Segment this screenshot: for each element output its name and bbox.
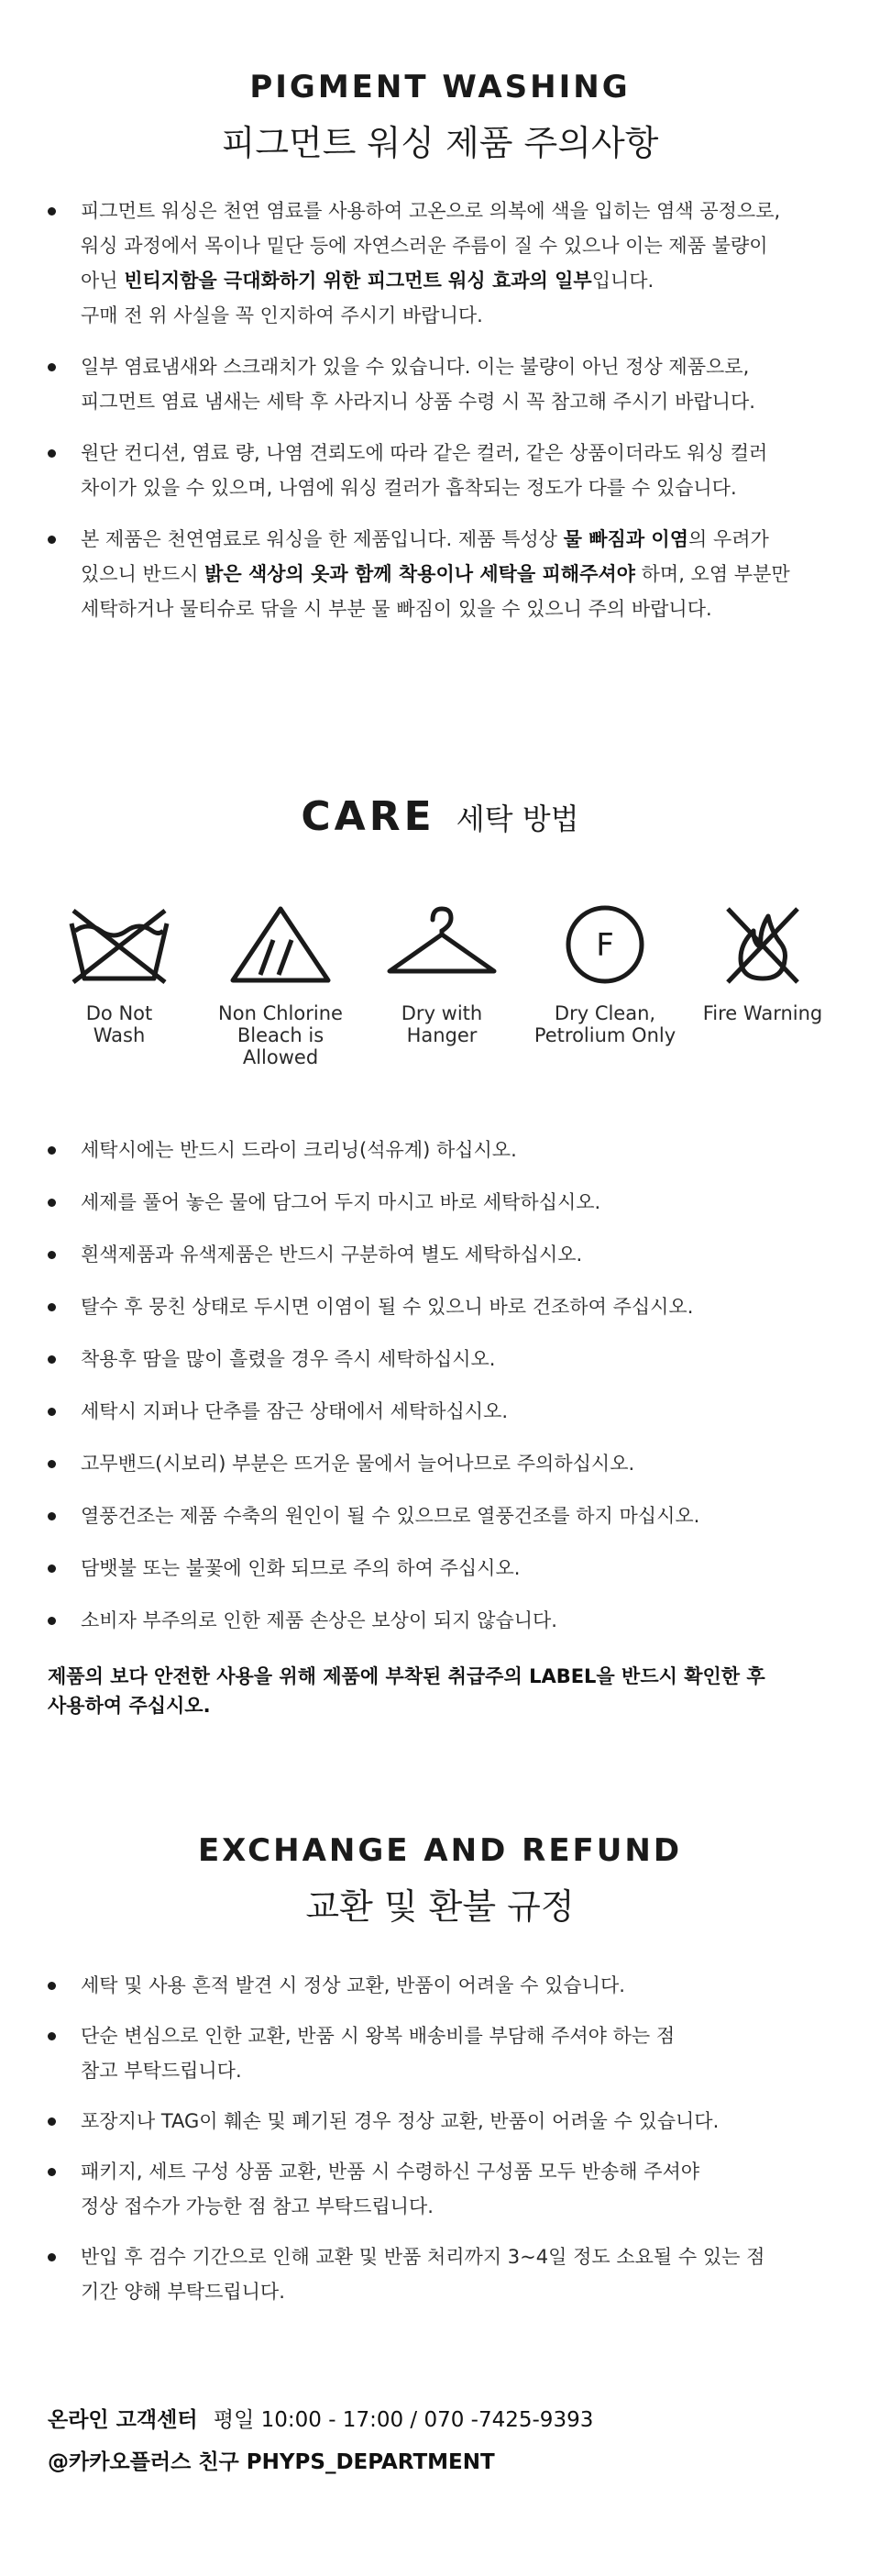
exchange-item-3-l1: 포장지나 TAG이 훼손 및 폐기된 경우 정상 교환, 반품이 어려울 수 있습니다. — [81, 2110, 720, 2132]
care-notice-l1: 제품의 보다 안전한 사용을 위해 제품에 부착된 취급주의 LABEL을 반드시 확인한 후 — [48, 1665, 765, 1687]
care-notice — [48, 1662, 854, 1720]
pigment-title-ko: 피그먼트 워싱 제품 주의사항 — [221, 123, 659, 163]
dry-clean-letter: F — [596, 927, 614, 964]
list-item: 탈수 후 뭉친 상태로 두시면 이염이 될 수 있으니 바로 건조하여 주십시오. — [48, 1289, 854, 1324]
exchange-item-4-l2: 정상 접수가 가능한 점 참고 부탁드립니다. — [81, 2195, 434, 2217]
pigment-item-1-l3c: 입니다. — [591, 270, 654, 292]
list-item: 흰색제품과 유색제품은 반드시 구분하여 별도 세탁하십시오. — [48, 1237, 854, 1272]
exchange-item-4-l1: 패키지, 세트 구성 상품 교환, 반품 시 수령하신 구성품 모두 반송해 주셔야 — [81, 2161, 700, 2183]
exchange-item-2-l1: 단순 변심으로 인한 교환, 반품 시 왕복 배송비를 부담해 주셔야 하는 점 — [81, 2025, 676, 2047]
exchange-title-en: EXCHANGE AND REFUND — [197, 1832, 683, 1869]
care-title-en: CARE — [301, 793, 435, 840]
pigment-item-1-l3-bold: 빈티지함을 극대화하기 위한 피그먼트 워싱 효과의 일부 — [124, 270, 592, 292]
pigment-item-1-l1: 피그먼트 워싱은 천연 염료를 사용하여 고온으로 의복에 색을 입히는 염색 공정으로, — [81, 200, 781, 222]
exchange-list — [48, 1968, 854, 2309]
fire-warning-label — [680, 1002, 845, 1024]
non-chlorine-bleach-label — [198, 1002, 363, 1068]
list-item: 착용후 땀을 많이 흘렸을 경우 즉시 세탁하십시오. — [48, 1342, 854, 1376]
pigment-title-en: PIGMENT WASHING — [249, 69, 631, 105]
list-item — [48, 349, 854, 419]
care-icon-item — [37, 903, 202, 1046]
dry-clean-icon — [550, 903, 660, 986]
contact-center-label: 온라인 고객센터 — [48, 2408, 198, 2432]
contact-hours: 평일 10:00 - 17:00 / 070 -7425-9393 — [213, 2408, 594, 2432]
icon-label-line: Allowed — [242, 1046, 319, 1068]
pigment-item-4-l3: 세탁하거나 물티슈로 닦을 시 부분 물 빠짐이 있을 수 있으니 주의 바랍니다. — [81, 598, 712, 620]
icon-label-line: Bleach is — [236, 1024, 324, 1046]
hanger-label — [359, 1002, 524, 1046]
exchange-item-1-l1: 세탁 및 사용 흔적 발견 시 정상 교환, 반품이 어려울 수 있습니다. — [81, 1974, 625, 1996]
pigment-item-4-l2-bold: 밝은 색상의 옷과 함께 착용이나 세탁을 피해주셔야 — [204, 563, 635, 585]
dry-clean-label — [522, 1002, 688, 1046]
care-list — [48, 1133, 854, 1638]
kakao-friend: @카카오플러스 친구 PHYPS_DEPARTMENT — [48, 2450, 495, 2474]
contact-block — [48, 2399, 854, 2483]
icon-label-line: Dry Clean, — [554, 1002, 656, 1024]
exchange-item-5-l1: 반입 후 검수 기간으로 인해 교환 및 반품 처리까지 3~4일 정도 소요될 수 있는 점 — [81, 2246, 765, 2268]
pigment-item-1-l4: 구매 전 위 사실을 꼭 인지하여 주시기 바랍니다. — [81, 304, 483, 326]
care-heading — [0, 793, 880, 848]
list-item — [48, 193, 854, 333]
list-item: 고무밴드(시보리) 부분은 뜨거운 물에서 늘어나므로 주의하십시오. — [48, 1446, 854, 1481]
care-icon-item — [359, 903, 524, 1046]
icon-label-line: Non Chlorine — [218, 1002, 343, 1024]
pigment-list — [48, 193, 854, 626]
list-item — [48, 522, 854, 626]
pigment-item-1-l2: 워싱 과정에서 목이나 밑단 등에 자연스러운 주름이 질 수 있으나 이는 제품 불량이 — [81, 235, 768, 257]
care-icons — [37, 903, 843, 1087]
list-item: 열풍건조는 제품 수축의 원인이 될 수 있으므로 열풍건조를 하지 마십시오. — [48, 1498, 854, 1533]
pigment-item-1-l3a: 아닌 — [81, 270, 125, 292]
icon-label-line: Hanger — [406, 1024, 478, 1046]
do-not-wash-icon — [64, 903, 174, 986]
list-item — [48, 2154, 854, 2224]
pigment-item-4-l1a: 본 제품은 천연염료로 워싱을 한 제품입니다. 제품 특성상 — [81, 528, 564, 550]
care-icon-item — [198, 903, 363, 1068]
pigment-item-3-l1: 원단 컨디션, 염료 량, 나염 견뢰도에 따라 같은 컬러, 같은 상품이더라도 워싱 컬러 — [81, 442, 768, 464]
list-item: 세탁시 지퍼나 단추를 잠근 상태에서 세탁하십시오. — [48, 1394, 854, 1429]
list-item: 소비자 부주의로 인한 제품 손상은 보상이 되지 않습니다. — [48, 1603, 854, 1638]
hanger-icon — [382, 903, 501, 986]
list-item — [48, 2239, 854, 2309]
list-item — [48, 436, 854, 505]
pigment-item-2-l1: 일부 염료냄새와 스크래치가 있을 수 있습니다. 이는 불량이 아닌 정상 제품으로, — [81, 356, 750, 378]
pigment-item-4-l1-bold: 물 빠짐과 이염 — [563, 528, 688, 550]
care-icon-item — [680, 903, 845, 1024]
pigment-item-4-l1c: 의 우려가 — [688, 528, 769, 550]
list-item — [48, 2104, 854, 2139]
contact-line — [48, 2399, 854, 2441]
icon-label-line: Fire Warning — [702, 1002, 823, 1024]
exchange-title-ko: 교환 및 환불 규정 — [305, 1886, 575, 1927]
icon-label-line: Wash — [93, 1024, 146, 1046]
care-notice-l2: 사용하여 주십시오. — [48, 1695, 211, 1717]
pigment-item-4-l2c: 하며, 오염 부분만 — [634, 563, 790, 585]
exchange-item-2-l2: 참고 부탁드립니다. — [81, 2060, 242, 2082]
icon-label-line: Do Not — [85, 1002, 153, 1024]
icon-label-line: Dry with — [401, 1002, 483, 1024]
list-item: 세탁시에는 반드시 드라이 크리닝(석유계) 하십시오. — [48, 1133, 854, 1167]
care-title-ko: 세탁 방법 — [456, 801, 579, 836]
pigment-item-3-l2: 차이가 있을 수 있으며, 나염에 워싱 컬러가 흡착되는 정도가 다를 수 있습니다. — [81, 477, 737, 499]
list-item — [48, 1968, 854, 2003]
fire-warning-icon — [708, 903, 818, 986]
list-item — [48, 2018, 854, 2088]
icon-label-line: Petrolium Only — [534, 1024, 676, 1046]
pigment-item-2-l2: 피그먼트 염료 냄새는 세탁 후 사라지니 상품 수령 시 꼭 참고해 주시기 바랍니다. — [81, 391, 755, 413]
list-item: 담뱃불 또는 불꽃에 인화 되므로 주의 하여 주십시오. — [48, 1551, 854, 1586]
list-item: 세제를 풀어 놓은 물에 담그어 두지 마시고 바로 세탁하십시오. — [48, 1185, 854, 1220]
non-chlorine-bleach-icon — [226, 903, 336, 986]
pigment-item-4-l2a: 있으니 반드시 — [81, 563, 205, 585]
do-not-wash-label — [37, 1002, 202, 1046]
care-icon-item — [522, 903, 688, 1046]
exchange-item-5-l2: 기간 양해 부탁드립니다. — [81, 2281, 285, 2303]
